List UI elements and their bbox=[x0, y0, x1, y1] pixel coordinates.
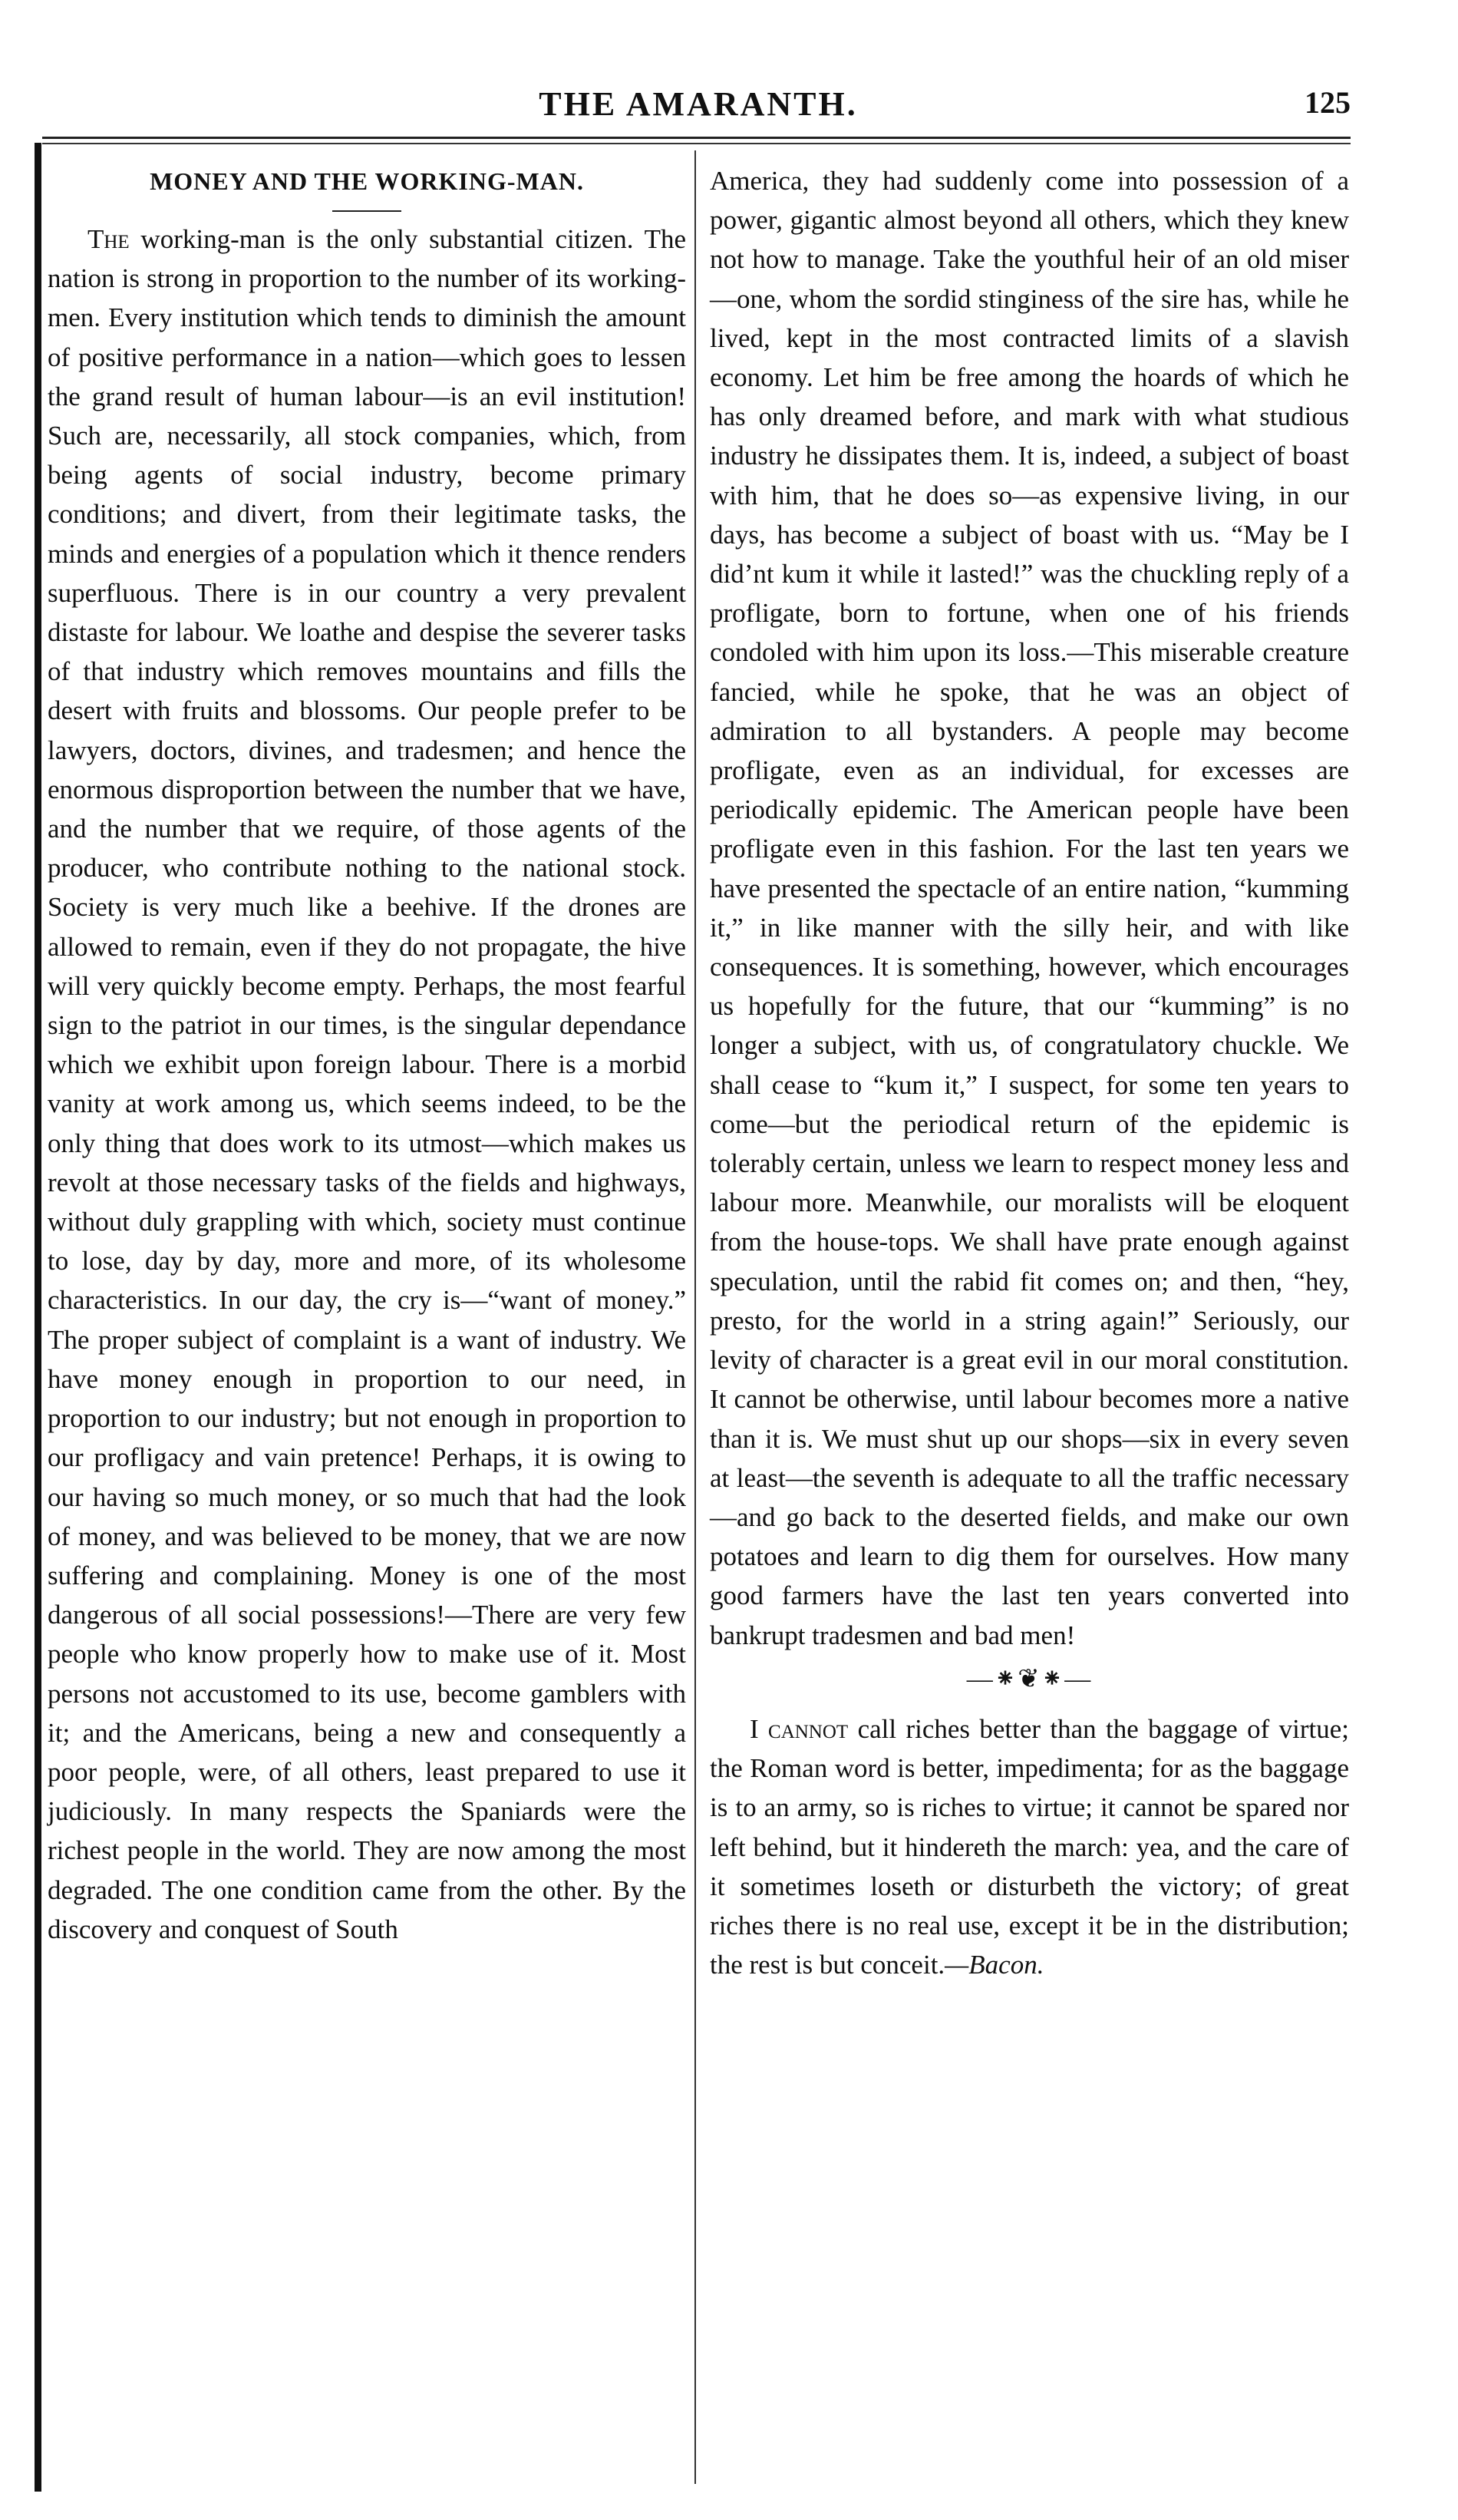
column-divider bbox=[694, 150, 696, 2484]
quote-paragraph bbox=[710, 1709, 1349, 1984]
left-column bbox=[48, 161, 686, 1949]
article-dropword: The bbox=[87, 224, 130, 254]
journal-title: THE AMARANTH. bbox=[539, 85, 858, 123]
header-rule-thin bbox=[42, 143, 1351, 144]
quote-attribution: —Bacon. bbox=[945, 1950, 1044, 1980]
section-ornament: —⁕❦⁕— bbox=[966, 1664, 1093, 1693]
quote-dropword: I cannot bbox=[750, 1713, 849, 1744]
running-head bbox=[46, 84, 1351, 130]
quote-text: call riches better than the baggage of virtue; the Roman word is better, impedimenta; for as the baggage is to an army, so is riches to virtue; it cannot be spared nor left behind, but it hindereth the march: yea, and the care of it sometimes loseth or disturbeth the victory; of great riches there is no real use, except it be in the distribution; the rest is but conceit. bbox=[710, 1713, 1350, 1980]
article-title: MONEY AND THE WORKING-MAN. bbox=[150, 167, 584, 195]
page-number: 125 bbox=[1305, 85, 1351, 120]
article-text-left: working-man is the only substantial citizen. The nation is strong in proportion to the number of its working-men. Every institution which tends to diminish the amount of positive performance in a nation—which goes to lessen the grand result of human labour—is an evil institution! Such are, necessarily, all stock companies, which, from being agents of social industry, become primary conditions; and divert, from their legitimate tasks, the minds and energies of a population which it thence renders superfluous. There is in our country a very prevalent distaste for labour. We loathe and despise the severer tasks of that industry which removes mountains and fills the desert with fruits and blossoms. Our people prefer to be lawyers, doctors, divines, and tradesmen; and hence the enormous disproportion between the number that we have, and the number that we require, of those agents of the producer, who contribute nothing to the national stock. Society is very much like a beehive. If the drones are allowed to remain, even if they do not propagate, the hive will very quickly become empty. Perhaps, the most fearful sign to the patriot in our times, is the singular dependance which we exhibit upon foreign labour. There is a morbid vanity at work among us, which seems indeed, to be the only thing that does work to its utmost—which makes us revolt at those necessary tasks of the fields and highways, without duly grappling with which, society must continue to lose, day by day, more and more, of its wholesome characteristics. In our day, the cry is—“want of money.” The proper subject of complaint is a want of industry. We have money enough in proportion to our need, in proportion to our industry; but not enough in proportion to our profligacy and vain pretence! Perhaps, it is owing to our having so much money, or so much that had the look of money, and was believed to be money, that we are now suffering and complaining. Money is one of the most dangerous of all social possessions!—There are very few people who know properly how to make use of it. Most persons not accustomed to its use, become gamblers with it; and the Americans, being a new and consequently a poor people, were, of all others, least prepared to use it judiciously. In many respects the Spaniards were the richest people in the world. They are now among the most degraded. The one condition came from the other. By the discovery and conquest of South bbox=[48, 224, 686, 1944]
article-body-right: America, they had suddenly come into possession of a power, gigantic almost beyond all others, which they knew not how to manage. Take the youthful heir of an old miser—one, whom the sordid stinginess of the sire has, while he lived, kept in the most contracted limits of a slavish economy. Let him be free among the hoards of which he has only dreamed before, and mark with what studious industry he dissipates them. It is, indeed, a subject of boast with him, that he does so—as expensive living, in our days, has become a subject of boast with us. “May be I did’nt kum it while it lasted!” was the chuckling reply of a profligate, born to fortune, when one of his friends condoled with him upon its loss.—This miserable creature fancied, while he spoke, that he was an object of admiration to all bystanders. A people may become profligate, even as an individual, for excesses are periodically epidemic. The American people have been profligate even in this fashion. For the last ten years we have presented the spectacle of an entire nation, “kumming it,” in like manner with the silly heir, and with like consequences. It is something, however, which encourages us hopefully for the future, that our “kumming” is no longer a subject, with us, of congratulatory chuckle. We shall cease to “kum it,” I suspect, for some ten years to come—but the periodical return of the epidemic is tolerably certain, unless we learn to respect money less and labour more. Meanwhile, our moralists will be eloquent from the house-tops. We shall have prate enough against speculation, until the rabid fit comes on; and then, “hey, presto, for the world in a string again!” Seriously, our levity of character is a great evil in our moral constitution. It cannot be otherwise, until labour becomes more a native than it is. We must shut up our shops—six in every seven at least—the seventh is adequate to all the traffic necessary—and go back to the deserted fields, and make our own potatoes and learn to dig them for ourselves. How many good farmers have the last ten years converted into bankrupt tradesmen and bad men! bbox=[710, 166, 1349, 1650]
right-column bbox=[710, 161, 1349, 1984]
article-body-left bbox=[48, 220, 686, 1949]
header-rule-thick bbox=[42, 137, 1351, 139]
binding-edge-bar bbox=[35, 143, 41, 2492]
title-rule bbox=[332, 210, 401, 212]
